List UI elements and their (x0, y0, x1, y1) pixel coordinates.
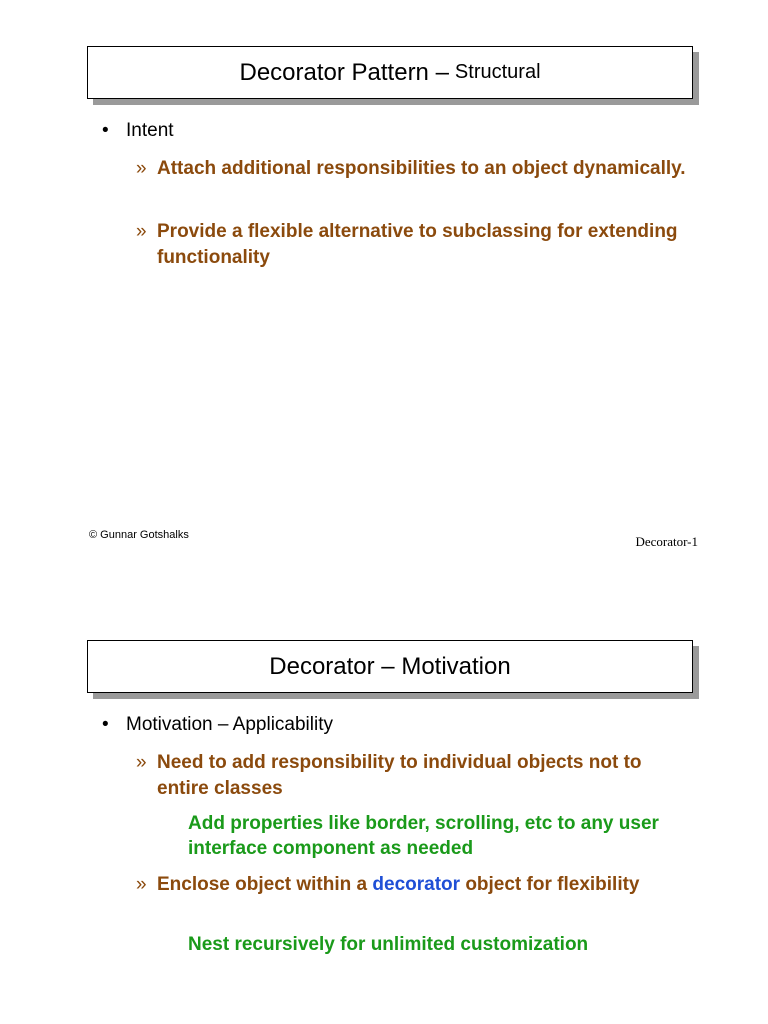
chevron-marker-icon: » (136, 874, 147, 895)
slide-title: Decorator Pattern – (239, 58, 449, 86)
copyright-footer: © Gunnar Gotshalks (89, 529, 189, 541)
detail-add-properties: Add properties like border, scrolling, etc to any user interface component as needed (188, 813, 659, 859)
bullet-label: Intent (126, 120, 174, 141)
subpoint-text: Attach additional responsibilities to an object dynamically. (157, 158, 686, 179)
slide-decorator-motivation (0, 594, 768, 1024)
chevron-marker-icon: » (136, 221, 147, 242)
bullet-icon: • (102, 714, 109, 735)
bullet-motivation (102, 714, 333, 736)
chevron-marker-icon: » (136, 752, 147, 773)
subpoint-enclose-object (136, 872, 686, 898)
slide-title-box (87, 46, 693, 99)
subpoint-text: Need to add responsibility to individual objects not to entire classes (157, 752, 642, 799)
subpoint-text: Provide a flexible alternative to subclassing for extending functionality (157, 221, 678, 268)
subpoint-text-before: Enclose object within a (157, 874, 368, 895)
slide-title: Decorator – Motivation (269, 652, 511, 680)
slide-number: Decorator-1 (635, 534, 698, 549)
subpoint-text (157, 872, 686, 898)
detail-nest-recursively: Nest recursively for unlimited customization (188, 934, 589, 955)
subpoint-attach (136, 156, 686, 182)
bullet-intent (102, 120, 174, 142)
slide-subtitle: Structural (454, 61, 541, 83)
subpoint-alternative (136, 219, 686, 271)
subpoint-individual-objects (136, 750, 686, 802)
slide-title-box (87, 640, 693, 693)
chevron-marker-icon: » (136, 158, 147, 179)
bullet-label: Motivation – Applicability (126, 714, 333, 735)
subpoint-text-after: object for flexibility (465, 874, 640, 895)
bullet-icon: • (102, 120, 109, 141)
decorator-highlight: decorator (372, 874, 461, 895)
